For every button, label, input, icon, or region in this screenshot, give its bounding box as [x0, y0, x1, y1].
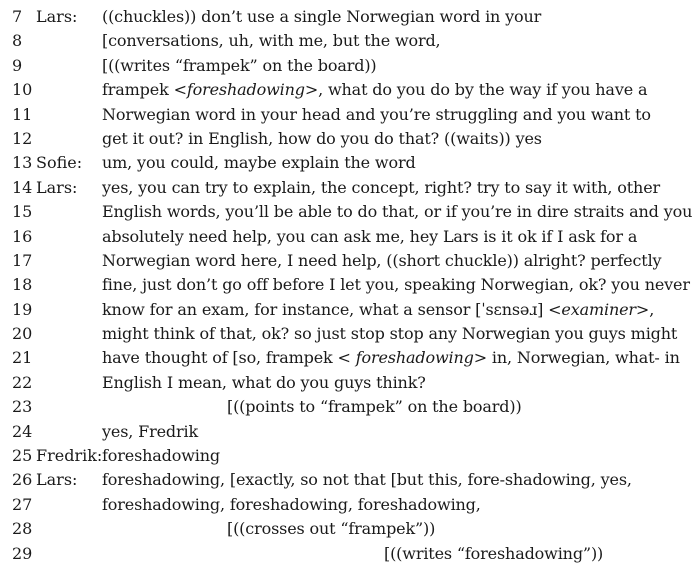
utterance: [((writes “frampek” on the board)): [102, 55, 377, 75]
line-number: 22: [12, 372, 33, 392]
line-number: 23: [12, 397, 33, 417]
transcript-line: [0, 127, 647, 151]
utterance: [102, 298, 654, 322]
utterance-text: know for an exam, for instance, what a sensor [ˈsɛnsəɹ]: [102, 299, 549, 319]
gloss-italic: <examiner>: [548, 299, 650, 319]
transcript-line: [0, 5, 647, 29]
utterance: yes, Fredrik: [102, 421, 199, 441]
line-number: 10: [12, 80, 33, 100]
utterance: [((points to “frampek” on the board)): [227, 397, 522, 417]
transcript-line: [0, 249, 662, 273]
transcript-line: [0, 444, 647, 468]
transcript-line: [0, 176, 661, 200]
line-number: 28: [12, 519, 33, 539]
line-number: 24: [12, 421, 33, 441]
utterance: um, you could, maybe explain the word: [102, 153, 416, 173]
line-number: 16: [12, 226, 33, 246]
utterance: Norwegian word in your head and you’re struggling and you want to: [102, 104, 651, 124]
transcript-line: [0, 493, 647, 517]
transcript-line: [0, 78, 647, 102]
speaker-label: Sofie:: [36, 153, 83, 173]
transcript-line: [0, 298, 655, 322]
line-number: 27: [12, 494, 33, 514]
utterance: get it out? in English, how do you do that? ((waits)) yes: [102, 128, 542, 148]
gloss-italic: foreshadowing: [355, 348, 474, 368]
line-number: 12: [12, 128, 33, 148]
speaker-label: Lars:: [36, 177, 78, 197]
utterance: [conversations, uh, with me, but the word,: [102, 31, 441, 51]
transcript-line: [0, 346, 680, 370]
utterance: [102, 78, 647, 102]
utterance-text: have thought of [so, frampek <: [102, 348, 356, 368]
utterance: ((chuckles)) don’t use a single Norwegian word in your: [102, 7, 542, 26]
transcript-line: [0, 151, 647, 175]
line-number: 25: [12, 446, 33, 466]
utterance: foreshadowing, foreshadowing, foreshadowing,: [102, 494, 481, 514]
line-number: 19: [12, 299, 33, 319]
speaker-label: Fredrik:: [36, 446, 103, 466]
transcript-line: [0, 103, 651, 127]
utterance-text: > in, Norwegian, what- in: [473, 348, 680, 368]
transcript-line: [0, 225, 647, 249]
utterance: English words, you’ll be able to do that, or if you’re in dire straits and you: [102, 202, 692, 222]
transcript-line: [0, 420, 647, 444]
utterance: might think of that, ok? so just stop stop any Norwegian you guys might: [102, 324, 678, 344]
utterance: yes, you can try to explain, the concept, right? try to say it with, other: [102, 177, 661, 197]
line-number: 13: [12, 153, 33, 173]
transcript-line: [0, 468, 647, 492]
speaker-label: Lars:: [36, 7, 78, 26]
utterance-text: , what do you do by the way if you have a: [318, 80, 648, 100]
utterance: [((writes “foreshadowing”)): [384, 543, 604, 563]
transcript-line: [0, 371, 647, 395]
line-number: 21: [12, 348, 33, 368]
transcript-line: [0, 54, 647, 78]
utterance: fine, just don’t go off before I let you, speaking Norwegian, ok? you never: [102, 275, 690, 295]
utterance: [((crosses out “frampek”)): [227, 519, 436, 539]
utterance: Norwegian word here, I need help, ((short chuckle)) alright? perfectly: [102, 250, 662, 270]
transcript-line: [0, 517, 647, 541]
line-number: 7: [12, 7, 23, 26]
transcript-line: [0, 542, 647, 566]
utterance: foreshadowing: [102, 446, 221, 466]
utterance: absolutely need help, you can ask me, hey Lars is it ok if I ask for a: [102, 226, 638, 246]
line-number: 8: [12, 31, 23, 51]
line-number: 11: [12, 104, 33, 124]
utterance: foreshadowing, [exactly, so not that [but this, fore-shadowing, yes,: [102, 470, 632, 490]
gloss-italic: <foreshadowing>: [173, 80, 319, 100]
utterance-text: ,: [649, 299, 655, 319]
transcript-line: [0, 200, 692, 224]
line-number: 17: [12, 250, 33, 270]
line-number: 20: [12, 324, 33, 344]
utterance: [102, 346, 680, 370]
transcript-line: [0, 273, 690, 297]
line-number: 14: [12, 177, 33, 197]
line-number: 29: [12, 543, 33, 563]
transcript: [0, 5, 692, 566]
line-number: 15: [12, 202, 33, 222]
speaker-label: Lars:: [36, 470, 78, 490]
line-number: 9: [12, 55, 23, 75]
transcript-line: [0, 29, 647, 53]
transcript-line: [0, 395, 647, 419]
line-number: 18: [12, 275, 33, 295]
transcript-line: [0, 322, 678, 346]
utterance-text: frampek: [102, 80, 174, 100]
utterance: English I mean, what do you guys think?: [102, 372, 426, 392]
line-number: 26: [12, 470, 33, 490]
